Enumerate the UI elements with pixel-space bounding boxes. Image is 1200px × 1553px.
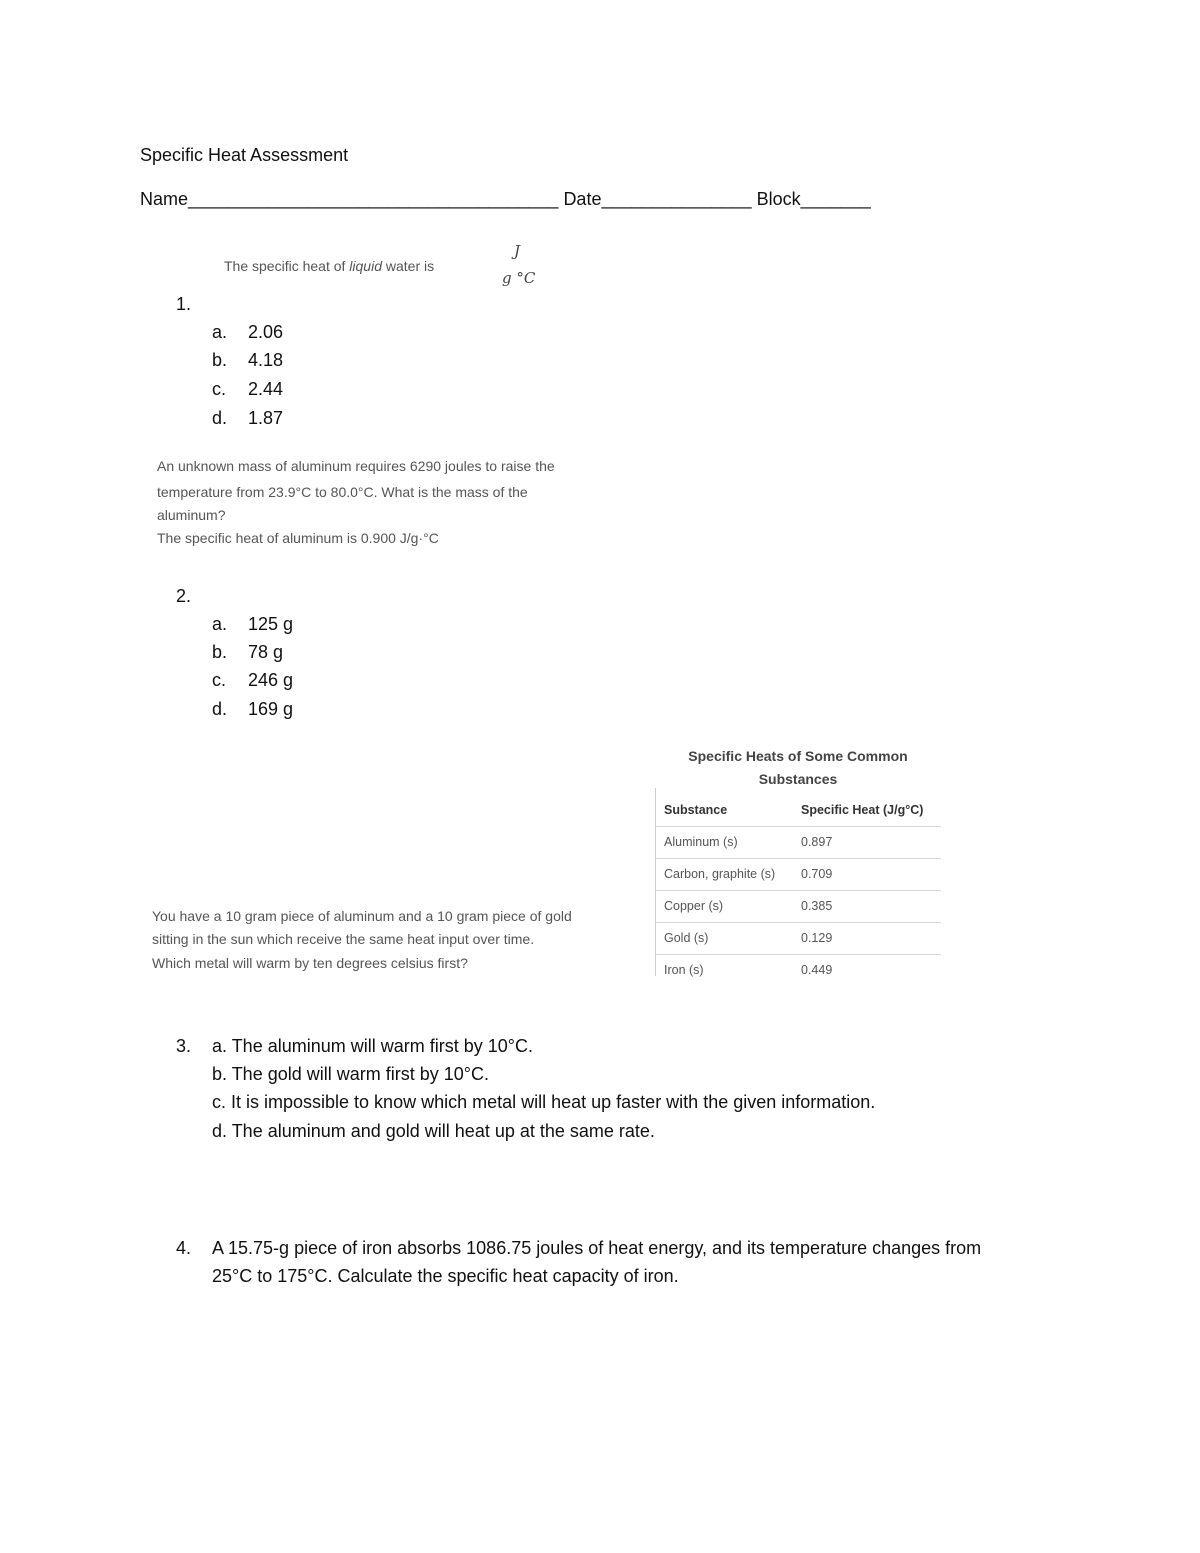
q1-option-d <box>212 408 283 429</box>
q2-option-a-label: a. <box>212 614 228 634</box>
q1-option-d-text: 1.87 <box>248 408 284 428</box>
q3-prompt-line-1: You have a 10 gram piece of aluminum and a 10 gram piece of gold <box>152 908 572 924</box>
table-row <box>655 826 941 858</box>
q2-option-b <box>212 642 283 663</box>
q4-text-line-2: 25°C to 175°C. Calculate the specific heat capacity of iron. <box>212 1266 679 1286</box>
header-line <box>140 189 871 210</box>
q1-option-b-label: b. <box>212 350 228 370</box>
table-header-specific-heat: Specific Heat (J/g°C) <box>801 803 924 817</box>
q1-option-a <box>212 322 283 343</box>
q2-option-d-label: d. <box>212 699 228 719</box>
q1-option-b <box>212 350 283 371</box>
q1-option-d-label: d. <box>212 408 228 428</box>
date-blank[interactable]: _______________ <box>601 189 752 209</box>
table-left-border <box>655 788 656 976</box>
table-cell-substance: Carbon, graphite (s) <box>664 867 776 881</box>
table-title-line-1: Specific Heats of Some Common <box>688 748 908 764</box>
table-cell-value: 0.897 <box>801 835 833 849</box>
table-title <box>655 745 941 791</box>
table-title-line-2: Substances <box>758 771 838 787</box>
table-header-row <box>655 795 941 826</box>
table-cell-value: 0.129 <box>801 931 833 945</box>
q2-option-c <box>212 670 293 691</box>
q2-option-d <box>212 699 293 720</box>
name-label: Name <box>140 189 189 209</box>
table-header-substance: Substance <box>664 803 728 817</box>
q2-option-b-text: 78 g <box>248 642 284 662</box>
table-body <box>655 795 941 986</box>
q2-option-a <box>212 614 293 635</box>
specific-heats-table <box>655 745 941 977</box>
q1-option-a-label: a. <box>212 322 228 342</box>
q2-option-c-label: c. <box>212 670 227 690</box>
q2-option-d-text: 169 g <box>248 699 294 719</box>
block-label: Block <box>756 189 801 209</box>
table-row <box>655 890 941 922</box>
table-cell-substance: Aluminum (s) <box>664 835 738 849</box>
table-row <box>655 858 941 890</box>
q3-option-d: d. The aluminum and gold will heat up at the same rate. <box>212 1121 655 1141</box>
q2-prompt-line-4: The specific heat of aluminum is 0.900 J/g·°C <box>157 530 439 546</box>
q2-option-c-text: 246 g <box>248 670 294 690</box>
q3-option-a: a. The aluminum will warm first by 10°C. <box>212 1036 533 1056</box>
table-row <box>655 954 941 986</box>
date-label: Date <box>563 189 602 209</box>
q2-option-b-label: b. <box>212 642 228 662</box>
q3-option-b: b. The gold will warm first by 10°C. <box>212 1064 489 1084</box>
name-blank[interactable]: _____________________________________ <box>188 189 559 209</box>
q1-unit-numerator: J <box>514 242 521 260</box>
table-row <box>655 922 941 954</box>
table-cell-value: 0.449 <box>801 963 833 977</box>
table-cell-substance: Copper (s) <box>664 899 724 913</box>
q2-number: 2. <box>176 586 192 606</box>
table-cell-value: 0.709 <box>801 867 833 881</box>
q2-prompt-line-2: temperature from 23.9°C to 80.0°C. What is the mass of the <box>157 484 528 500</box>
q2-prompt-line-3: aluminum? <box>157 507 226 523</box>
q4-number: 4. <box>176 1238 192 1258</box>
q1-prompt-italic: liquid <box>349 258 382 274</box>
page-title: Specific Heat Assessment <box>140 145 349 165</box>
q3-prompt-line-2: sitting in the sun which receive the same heat input over time. <box>152 931 535 947</box>
q1-number: 1. <box>176 294 192 314</box>
q1-option-c <box>212 379 283 400</box>
table-cell-substance: Gold (s) <box>664 931 709 945</box>
q1-option-c-label: c. <box>212 379 227 399</box>
q1-prompt <box>224 255 434 278</box>
q2-prompt-line-1: An unknown mass of aluminum requires 6290 joules to raise the <box>157 458 555 474</box>
q1-prompt-post: water is <box>382 258 435 274</box>
block-blank[interactable]: _______ <box>800 189 871 209</box>
q3-option-c: c. It is impossible to know which metal will heat up faster with the given information. <box>212 1092 876 1112</box>
q1-option-b-text: 4.18 <box>248 350 284 370</box>
q1-option-c-text: 2.44 <box>248 379 284 399</box>
q1-option-a-text: 2.06 <box>248 322 284 342</box>
q3-prompt-line-3: Which metal will warm by ten degrees celsius first? <box>152 955 468 971</box>
q1-prompt-pre: The specific heat of <box>224 258 350 274</box>
table-cell-value: 0.385 <box>801 899 833 913</box>
q1-unit-denominator: g °C <box>502 269 536 287</box>
table-cell-substance: Iron (s) <box>664 963 704 977</box>
q3-number: 3. <box>176 1036 192 1056</box>
q2-option-a-text: 125 g <box>248 614 294 634</box>
q4-text-line-1: A 15.75-g piece of iron absorbs 1086.75 joules of heat energy, and its temperature changes from <box>212 1238 982 1258</box>
